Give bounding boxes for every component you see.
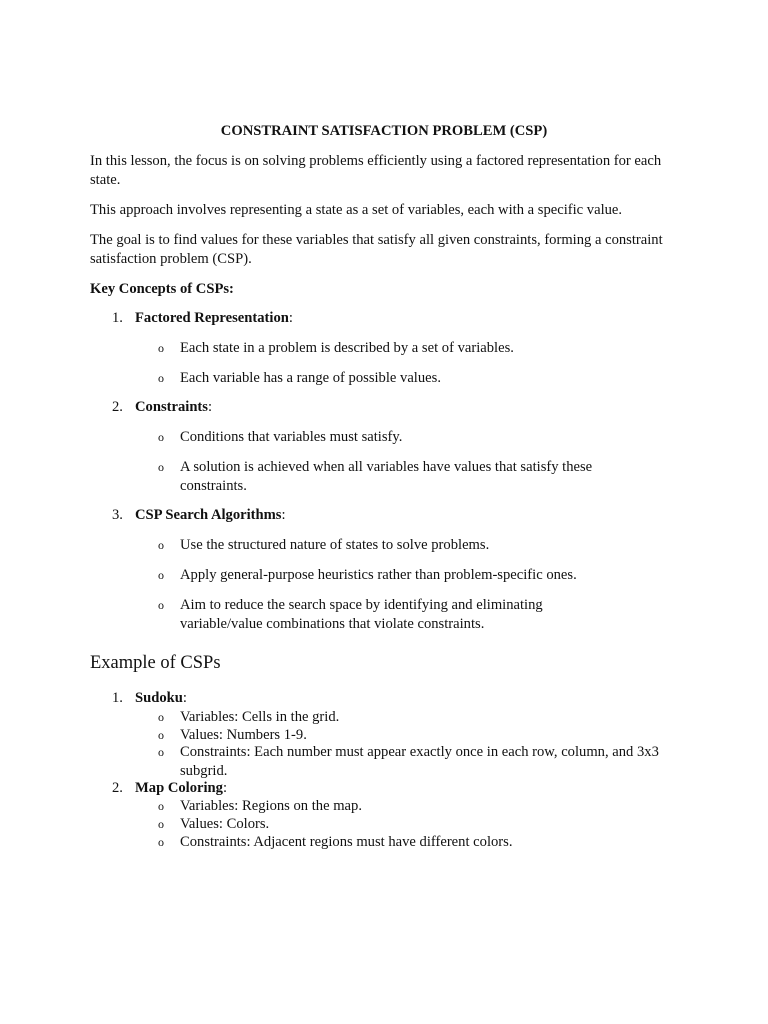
example-item-map-coloring bbox=[112, 779, 702, 798]
list-item bbox=[158, 458, 618, 496]
bullet-text: Variables: Cells in the grid. bbox=[180, 709, 340, 725]
bullet-circle-icon: o bbox=[158, 728, 164, 742]
intro-paragraph-2: This approach involves representing a state as a set of variables, each with a specific value. bbox=[90, 202, 623, 218]
example-term: Sudoku bbox=[135, 690, 183, 706]
bullet-text: Constraints: Each number must appear exactly once in each row, column, and 3x3 subgrid. bbox=[180, 744, 659, 779]
concept-term: Constraints bbox=[135, 399, 208, 415]
bullet-text: Values: Colors. bbox=[180, 816, 270, 832]
concept-suffix: : bbox=[207, 399, 213, 415]
bullet-text: Constraints: Adjacent regions must have different colors. bbox=[180, 834, 513, 850]
bullet-text: Apply general-purpose heuristics rather than problem-specific ones. bbox=[180, 567, 577, 583]
list-item bbox=[158, 536, 618, 555]
list-item bbox=[158, 815, 678, 834]
concept-item-factored-representation bbox=[112, 309, 702, 328]
bullet-circle-icon: o bbox=[158, 817, 164, 831]
list-item bbox=[158, 797, 678, 816]
bullet-circle-icon: o bbox=[158, 371, 164, 385]
concept-suffix: : bbox=[288, 310, 293, 326]
bullet-circle-icon: o bbox=[158, 745, 164, 759]
list-number: 2. bbox=[112, 399, 123, 415]
bullet-text: Aim to reduce the search space by identifying and eliminating variable/value combinations that violate constraints. bbox=[180, 597, 543, 632]
list-item bbox=[158, 339, 618, 358]
bullet-text: Use the structured nature of states to solve problems. bbox=[180, 537, 490, 553]
document-title: CONSTRAINT SATISFACTION PROBLEM (CSP) bbox=[220, 123, 548, 139]
key-concepts-heading: Key Concepts of CSPs: bbox=[90, 281, 234, 297]
bullet-circle-icon: o bbox=[158, 710, 164, 724]
intro-paragraph-3: The goal is to find values for these variables that satisfy all given constraints, forming a constraint satisfaction problem (CSP). bbox=[90, 232, 663, 267]
bullet-circle-icon: o bbox=[158, 799, 164, 813]
list-item bbox=[158, 833, 678, 852]
concept-term: CSP Search Algorithms bbox=[135, 507, 282, 523]
list-item bbox=[158, 566, 618, 585]
bullet-text: A solution is achieved when all variables have values that satisfy these constraints. bbox=[180, 459, 593, 494]
bullet-circle-icon: o bbox=[158, 538, 164, 552]
list-item bbox=[158, 743, 678, 781]
list-number: 1. bbox=[112, 690, 123, 706]
concept-item-constraints bbox=[112, 398, 702, 417]
list-item bbox=[158, 596, 618, 634]
bullet-text: Values: Numbers 1-9. bbox=[180, 727, 307, 743]
example-term: Map Coloring bbox=[135, 780, 223, 796]
list-number: 3. bbox=[112, 507, 123, 523]
bullet-circle-icon: o bbox=[158, 460, 164, 474]
bullet-text: Each variable has a range of possible values. bbox=[180, 370, 441, 386]
list-number: 2. bbox=[112, 780, 123, 796]
examples-heading: Example of CSPs bbox=[90, 653, 221, 673]
list-item bbox=[158, 428, 618, 447]
concept-term: Factored Representation bbox=[135, 310, 289, 326]
bullet-circle-icon: o bbox=[158, 341, 164, 355]
example-suffix: : bbox=[182, 690, 187, 706]
bullet-circle-icon: o bbox=[158, 598, 164, 612]
list-number: 1. bbox=[112, 310, 123, 326]
bullet-text: Each state in a problem is described by a set of variables. bbox=[180, 340, 514, 356]
example-suffix: : bbox=[222, 780, 228, 796]
intro-paragraph-1: In this lesson, the focus is on solving problems efficiently using a factored representation for each state. bbox=[90, 153, 662, 188]
bullet-text: Variables: Regions on the map. bbox=[180, 798, 362, 814]
list-item bbox=[158, 369, 618, 388]
example-item-sudoku bbox=[112, 689, 702, 708]
concept-suffix: : bbox=[281, 507, 286, 523]
bullet-circle-icon: o bbox=[158, 430, 164, 444]
bullet-text: Conditions that variables must satisfy. bbox=[180, 429, 403, 445]
list-item bbox=[158, 708, 678, 727]
concept-item-csp-search-algorithms bbox=[112, 506, 702, 525]
bullet-circle-icon: o bbox=[158, 835, 164, 849]
bullet-circle-icon: o bbox=[158, 568, 164, 582]
